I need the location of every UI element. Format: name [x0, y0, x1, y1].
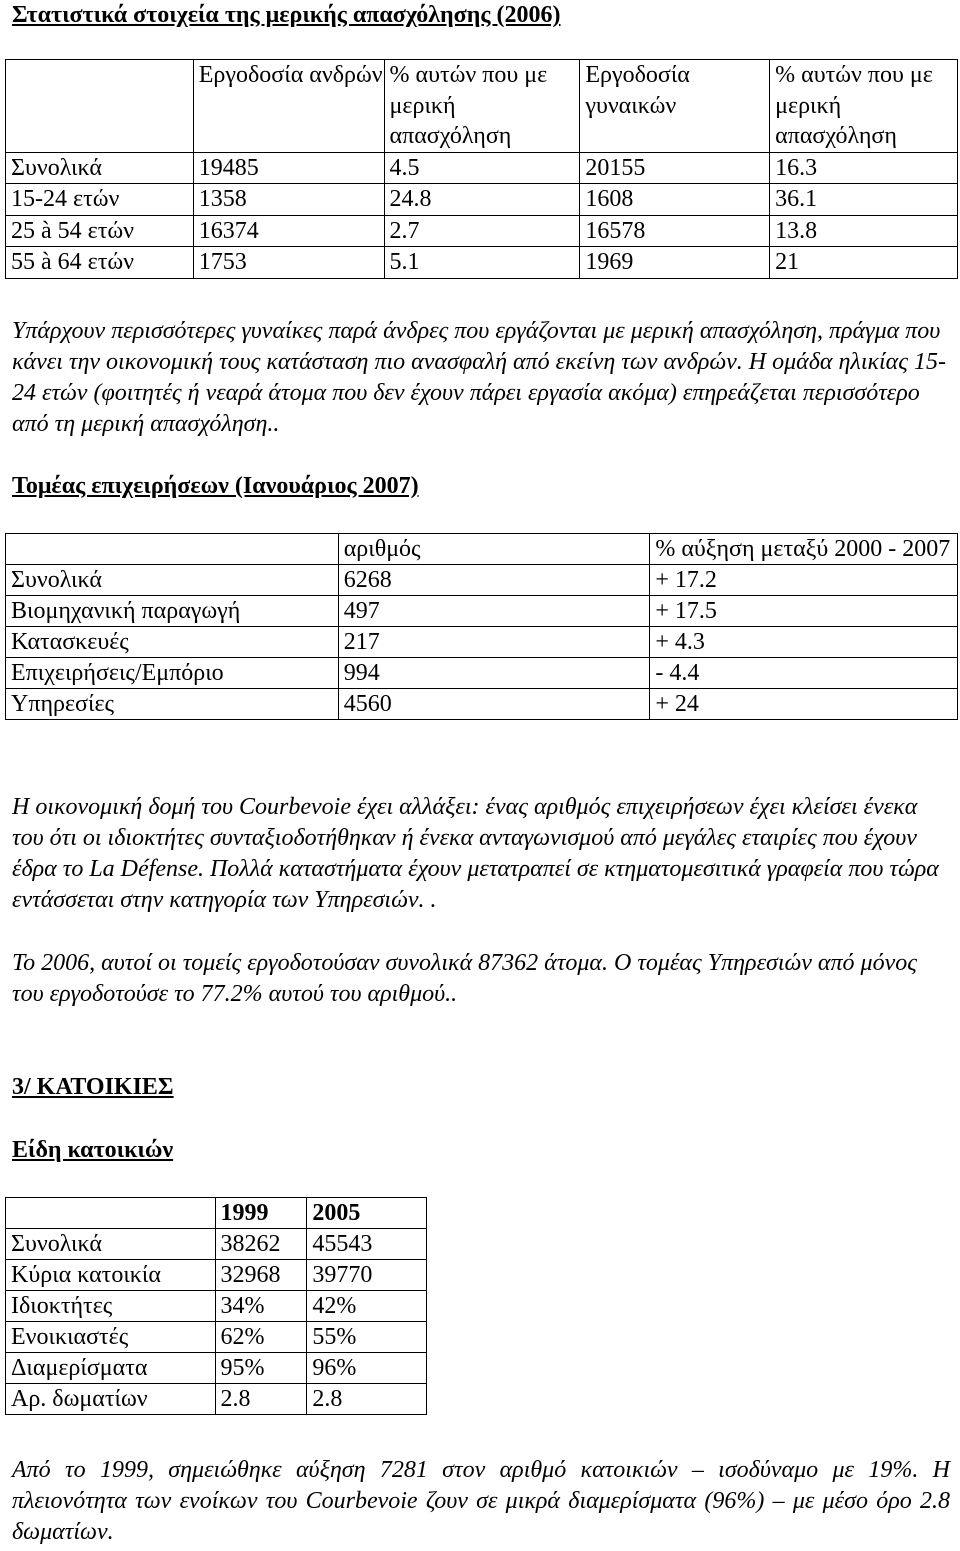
employment-paragraph: Το 2006, αυτοί οι τομείς εργοδοτούσαν συνολικά 87362 άτομα. Ο τομέας Υπηρεσιών από μόνος του εργοδοτούσε το 77.2% αυτού του αριθμού.. — [12, 950, 917, 1007]
table-row — [6, 184, 958, 216]
housing-paragraph: Από το 1999, σημειώθηκε αύξηση 7281 στον αριθμό κατοικιών – ισοδύναμο με 19%. Η πλειονότητα των ενοίκων του Courbevoie ζουν σε μικρά διαμερίσματα (96%) – με μέσο όρο 2.8 δωματίων. — [12, 1457, 950, 1545]
part-time-employment-table — [5, 59, 958, 279]
table-header-cell: Εργοδοσία γυναικών — [580, 60, 770, 153]
table-cell: Κύρια κατοικία — [6, 1260, 216, 1291]
table-header-cell: % αύξηση μεταξύ 2000 - 2007 — [650, 534, 958, 565]
table-header-cell: 1999 — [215, 1198, 307, 1229]
table-cell: - 4.4 — [650, 658, 958, 689]
table-cell: 20155 — [580, 152, 770, 184]
table-cell: 497 — [338, 596, 650, 627]
table-cell: 55% — [307, 1322, 427, 1353]
table-header-cell: Εργοδοσία ανδρών — [193, 60, 384, 153]
table-cell: 1608 — [580, 184, 770, 216]
table-cell: 2.8 — [307, 1384, 427, 1415]
economy-paragraph: Η οικονομική δομή του Courbevoie έχει αλλάξει: ένας αριθμός επιχειρήσεων έχει κλείσει ένεκα του ότι οι ιδιοκτήτες συνταξιοδοτήθηκαν ή ένεκα ανταγωνισμού από μεγάλες εταιρίες που έχουν έδρα το La Défense. Πολλά καταστήματα έχουν μετατραπεί σε κτηματομεσιτικά γραφεία που τώρα εντάσσεται στην κατηγορία των Υπηρεσιών. . — [12, 794, 939, 913]
table-cell: Διαμερίσματα — [6, 1353, 216, 1384]
table-cell: + 4.3 — [650, 627, 958, 658]
table-cell: 38262 — [215, 1229, 307, 1260]
table-cell: 1358 — [193, 184, 384, 216]
subsection-title-housing-types: Είδη κατοικιών — [12, 1137, 174, 1163]
housing-types-table — [5, 1197, 427, 1415]
table-row — [6, 1229, 427, 1260]
table-cell: 4.5 — [384, 152, 580, 184]
table-cell: + 24 — [650, 689, 958, 720]
table-header-row — [6, 1198, 427, 1229]
table-row — [6, 627, 958, 658]
table-cell: 25 à 54 ετών — [6, 215, 194, 247]
table-cell: 55 à 64 ετών — [6, 247, 194, 279]
table-cell: + 17.2 — [650, 565, 958, 596]
business-sector-table — [5, 533, 958, 720]
table-cell: 32968 — [215, 1260, 307, 1291]
table-cell — [6, 534, 339, 565]
table-cell: 2.7 — [384, 215, 580, 247]
table-cell: Κατασκευές — [6, 627, 339, 658]
table-cell: 24.8 — [384, 184, 580, 216]
table-header-cell: % αυτών που με μερική απασχόληση — [770, 60, 958, 153]
table-row — [6, 152, 958, 184]
table-header-row — [6, 60, 958, 153]
table-cell: 16.3 — [770, 152, 958, 184]
table-cell — [6, 60, 194, 153]
table-header-cell: αριθμός — [338, 534, 650, 565]
table-cell — [6, 1198, 216, 1229]
table-cell: Υπηρεσίες — [6, 689, 339, 720]
table-row — [6, 1291, 427, 1322]
table-cell: 95% — [215, 1353, 307, 1384]
part-time-paragraph: Υπάρχουν περισσότερες γυναίκες παρά άνδρες που εργάζονται με μερική απασχόληση, πράγμα που κάνει την οικονομική τους κατάσταση πιο ανασφαλή από εκείνη των ανδρών. Η ομάδα ηλικίας 15-24 ετών (φοιτητές ή νεαρά άτομα που δεν έχουν πάρει εργασία ακόμα) επηρεάζεται περισσότερο από τη μερική απασχόληση.. — [12, 318, 946, 437]
section-title-housing: 3/ ΚΑΤΟΙΚΙΕΣ — [12, 1074, 174, 1100]
table-cell: 45543 — [307, 1229, 427, 1260]
table-row — [6, 1353, 427, 1384]
table-cell: 62% — [215, 1322, 307, 1353]
table-cell: 21 — [770, 247, 958, 279]
section-title-business: Τομέας επιχειρήσεων (Ιανουάριος 2007) — [12, 473, 419, 499]
table-cell: 16578 — [580, 215, 770, 247]
table-cell: 36.1 — [770, 184, 958, 216]
table-row — [6, 1322, 427, 1353]
table-cell: 13.8 — [770, 215, 958, 247]
table-cell: 96% — [307, 1353, 427, 1384]
table-row — [6, 596, 958, 627]
table-row — [6, 658, 958, 689]
table-cell: 994 — [338, 658, 650, 689]
table-cell: 1969 — [580, 247, 770, 279]
table-cell: 34% — [215, 1291, 307, 1322]
table-cell: 4560 — [338, 689, 650, 720]
table-cell: Συνολικά — [6, 152, 194, 184]
table-row — [6, 565, 958, 596]
table-row — [6, 247, 958, 279]
table-header-row — [6, 534, 958, 565]
table-row — [6, 689, 958, 720]
table-cell: Ιδιοκτήτες — [6, 1291, 216, 1322]
table-cell: 16374 — [193, 215, 384, 247]
table-cell: Βιομηχανική παραγωγή — [6, 596, 339, 627]
table-header-cell: 2005 — [307, 1198, 427, 1229]
table-cell: + 17.5 — [650, 596, 958, 627]
table-header-cell: % αυτών που με μερική απασχόληση — [384, 60, 580, 153]
table-row — [6, 1260, 427, 1291]
table-cell: 217 — [338, 627, 650, 658]
table-cell: Αρ. δωματίων — [6, 1384, 216, 1415]
table-cell: 19485 — [193, 152, 384, 184]
table-cell: Συνολικά — [6, 565, 339, 596]
table-cell: 2.8 — [215, 1384, 307, 1415]
table-cell: 1753 — [193, 247, 384, 279]
table-cell: 42% — [307, 1291, 427, 1322]
table-cell: Επιχειρήσεις/Εμπόριο — [6, 658, 339, 689]
section-title-part-time: Στατιστικά στοιχεία της μερικής απασχόλησης (2006) — [12, 2, 561, 28]
table-cell: 15-24 ετών — [6, 184, 194, 216]
table-cell: Ενοικιαστές — [6, 1322, 216, 1353]
table-cell: Συνολικά — [6, 1229, 216, 1260]
table-cell: 6268 — [338, 565, 650, 596]
table-cell: 5.1 — [384, 247, 580, 279]
table-row — [6, 215, 958, 247]
table-row — [6, 1384, 427, 1415]
table-cell: 39770 — [307, 1260, 427, 1291]
